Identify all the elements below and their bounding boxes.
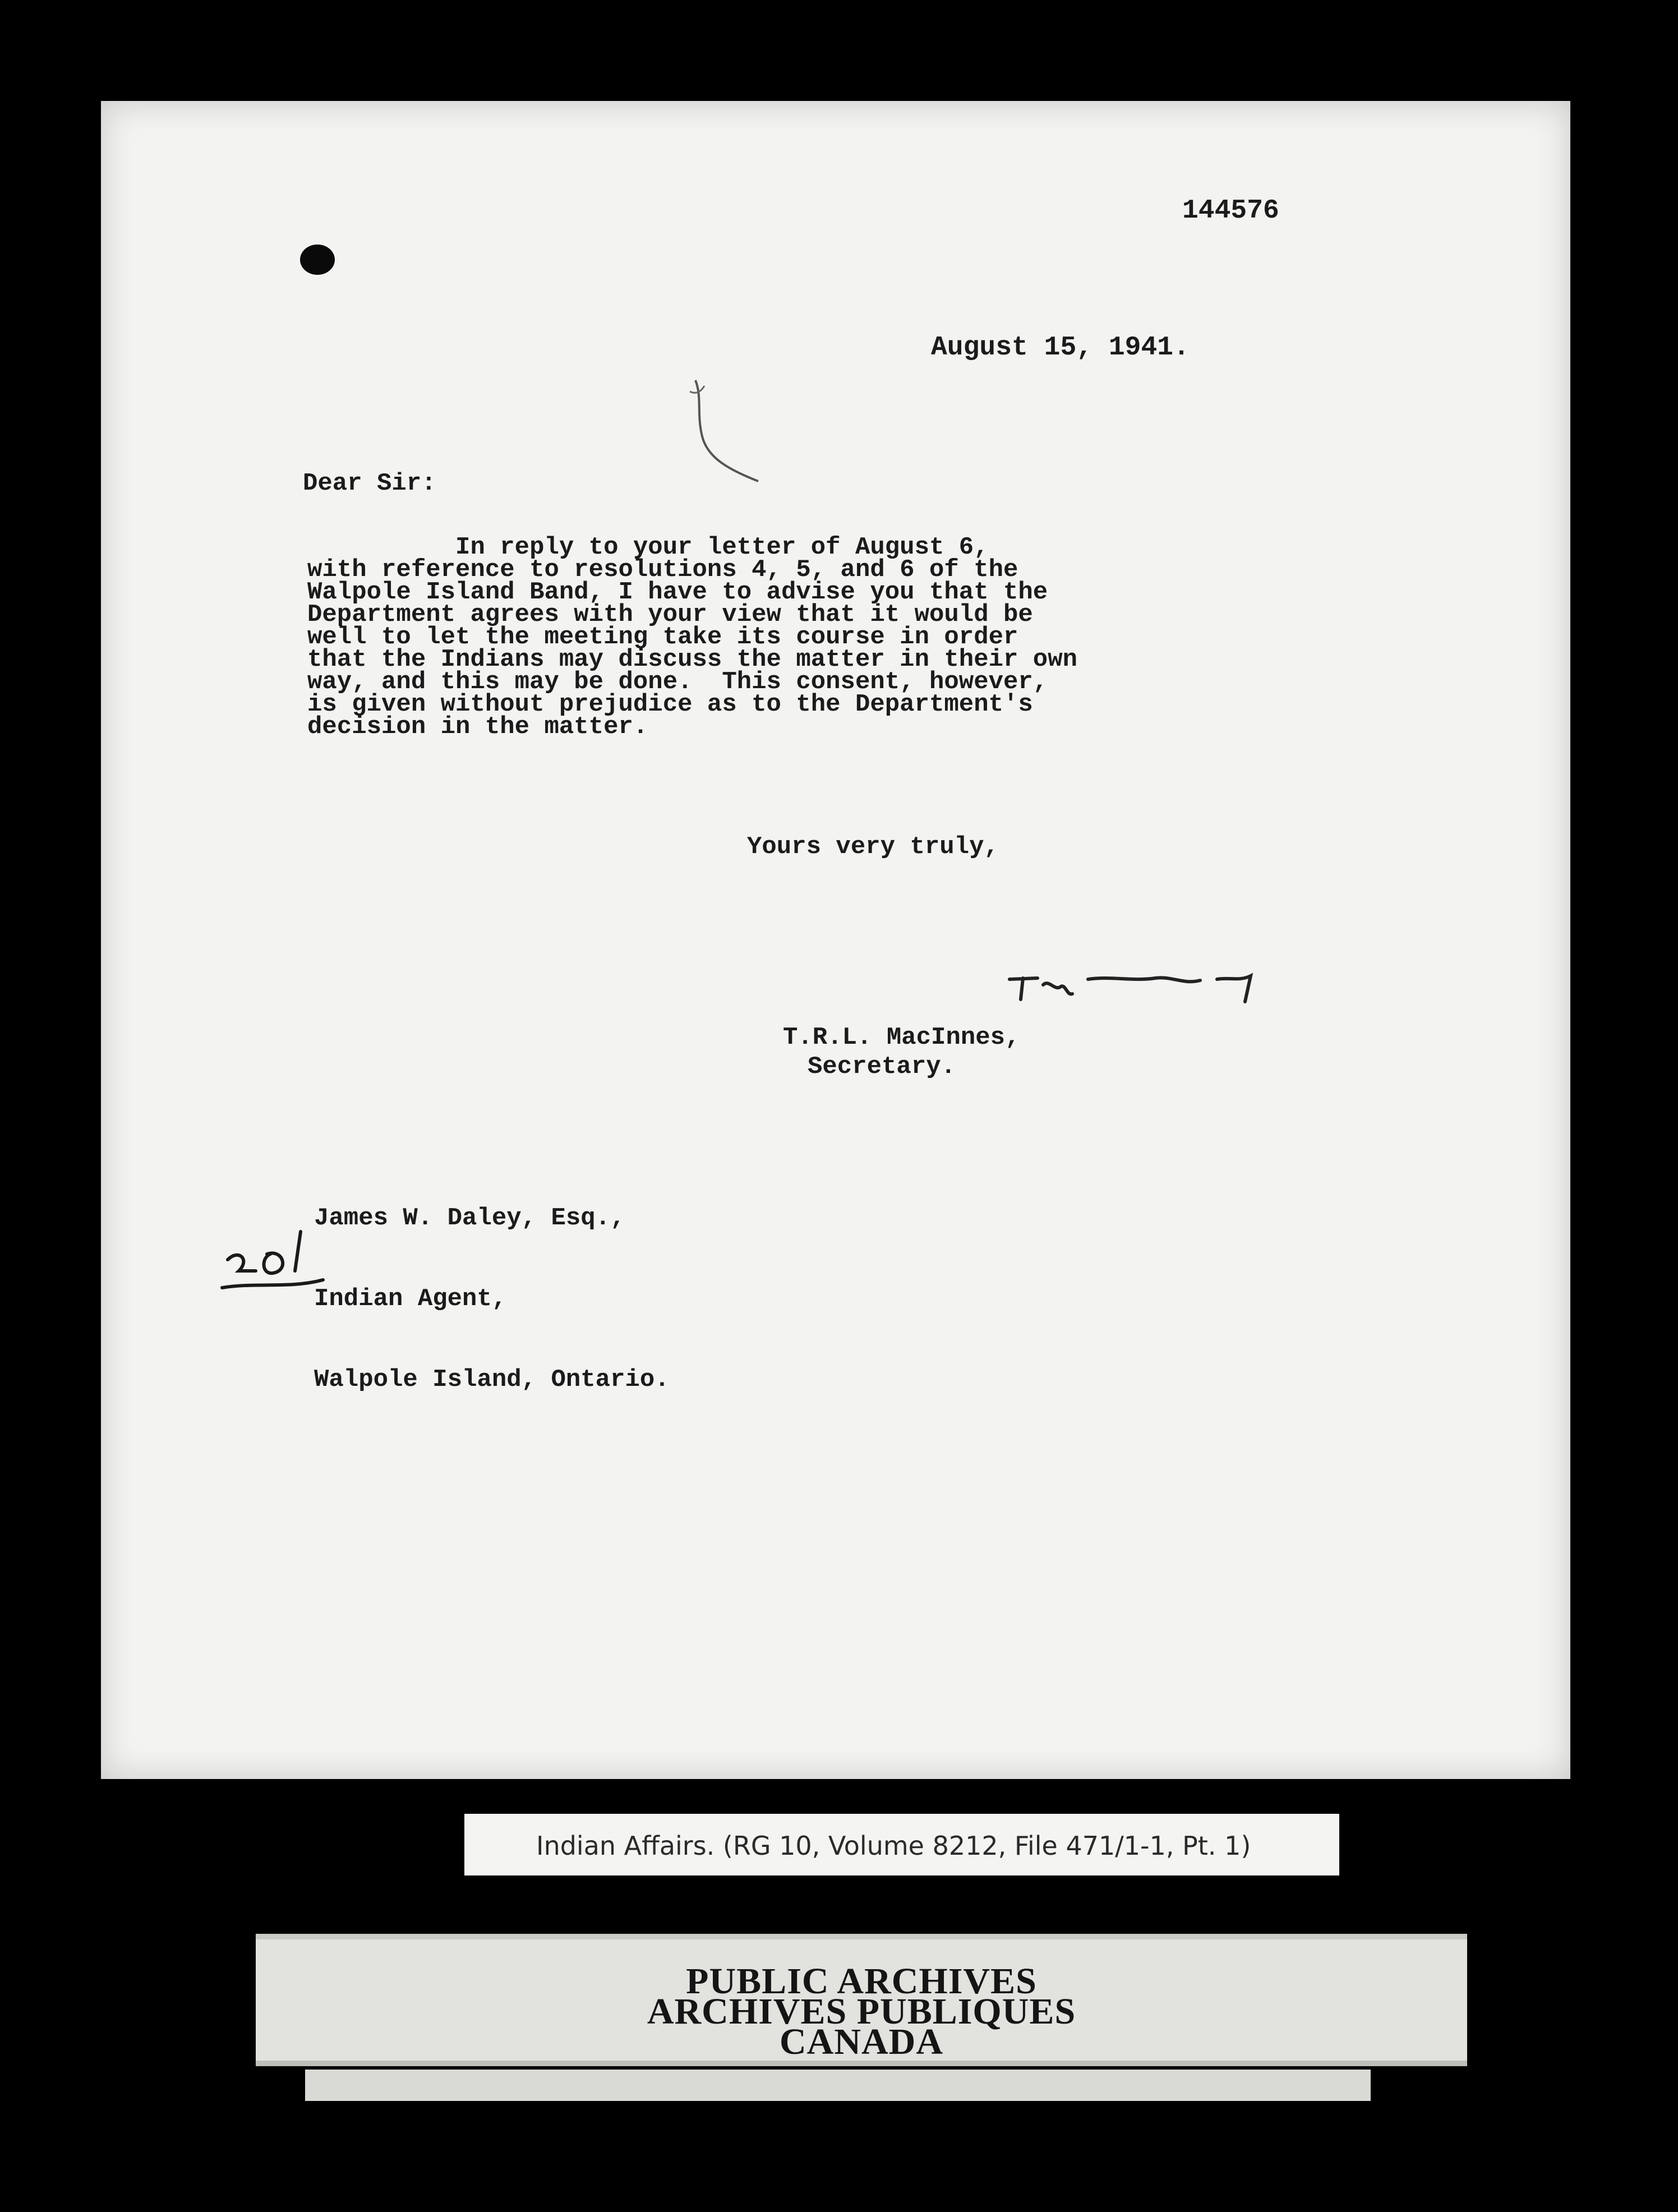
stamp-line-public-archives: PUBLIC ARCHIVES [686,1961,1037,2002]
body-line: is given without prejudice as to the Department's [307,690,1033,718]
pencil-mark [685,375,769,487]
body-line: well to let the meeting take its course in order [307,623,1018,651]
file-number: 144576 [1182,196,1279,226]
body-line: Department agrees with your view that it would be [307,601,1033,629]
stamp-tab [305,2070,1371,2101]
closing: Yours very truly, [747,833,999,861]
body-line: decision in the matter. [307,713,648,741]
body-line: way, and this may be done. This consent, however, [307,668,1048,696]
handwritten-annotation [216,1226,329,1305]
body-line: In reply to your letter of August 6, [307,533,989,561]
addressee-line: Indian Agent, [314,1285,507,1313]
letter-body [307,533,1407,741]
signer-name: T.R.L. MacInnes, [783,1024,1020,1052]
salutation: Dear Sir: [303,469,436,497]
letter-page [101,101,1570,1779]
archive-reference-label [464,1814,1339,1875]
signer-title: Secretary. [808,1053,956,1081]
addressee-line: James W. Daley, Esq., [314,1204,625,1232]
letter-date: August 15, 1941. [931,333,1190,363]
body-line: Walpole Island Band, I have to advise you that the [307,578,1048,606]
archive-reference: Indian Affairs. (RG 10, Volume 8212, File 471/1-1, Pt. 1) [536,1831,1251,1861]
body-line: with reference to resolutions 4, 5, and 6 of the [307,556,1018,584]
handwritten-signature [1004,962,1273,1007]
addressee-block [314,1151,670,1420]
addressee-line: Walpole Island, Ontario. [314,1366,670,1394]
stamp-line-canada: CANADA [780,2021,943,2062]
archive-stamp [256,1934,1467,2066]
ink-blot [300,245,335,275]
body-line: that the Indians may discuss the matter in their own [307,646,1078,674]
stamp-line-archives-publiques: ARCHIVES PUBLIQUES [647,1991,1076,2032]
